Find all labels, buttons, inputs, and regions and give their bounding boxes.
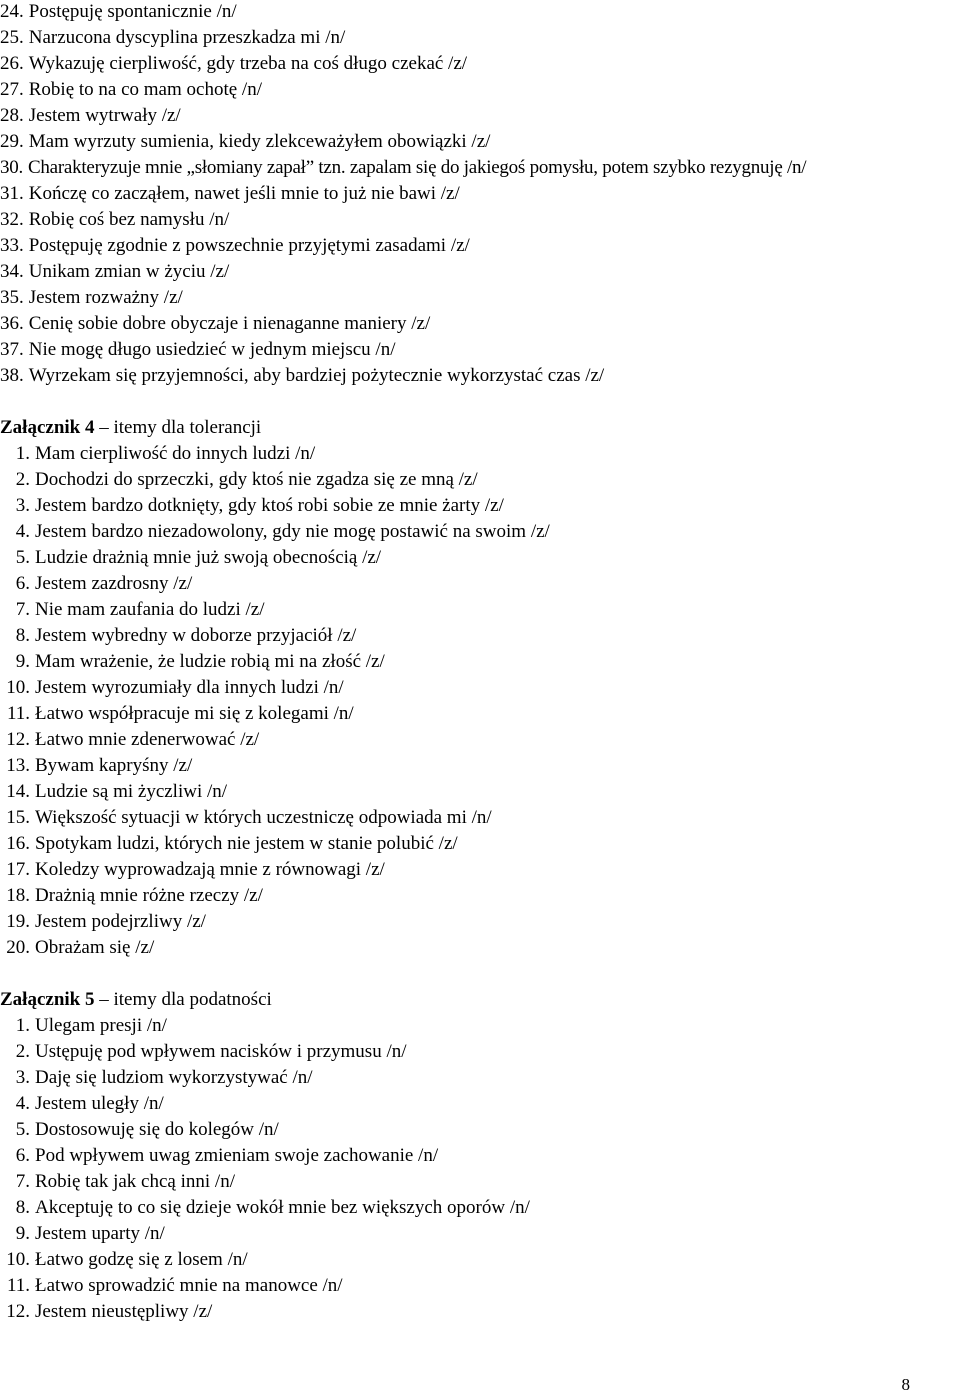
list-item <box>0 441 960 467</box>
list-item <box>0 467 960 493</box>
section-heading-tolerance <box>0 415 261 441</box>
item-number: 11. <box>6 703 30 724</box>
list-item <box>0 1117 960 1143</box>
item-text: Wykazuję cierpliwość, gdy trzeba na coś długo czekać /z/ <box>28 53 468 74</box>
item-number: 1. <box>15 443 30 464</box>
item-number: 2. <box>15 469 30 490</box>
item-number: 31. <box>0 183 24 204</box>
item-number: 14. <box>6 781 30 802</box>
item-text: Cenię sobie dobre obyczaje i nienaganne maniery /z/ <box>28 313 431 334</box>
list-item <box>0 77 960 103</box>
item-text: Akceptuję to co się dzieje wokół mnie bez większych oporów /n/ <box>35 1197 530 1218</box>
list-item <box>0 1143 960 1169</box>
item-text: Jestem uparty /n/ <box>35 1223 165 1244</box>
list-item <box>0 545 960 571</box>
list-item <box>0 1039 960 1065</box>
item-text: Jestem bardzo niezadowolony, gdy nie mogę postawić na swoim /z/ <box>35 521 550 542</box>
item-number: 1. <box>15 1015 30 1036</box>
item-text: Ustępuję pod wpływem nacisków i przymusu /n/ <box>35 1041 407 1062</box>
item-number: 19. <box>6 911 30 932</box>
list-item <box>0 701 960 727</box>
section-heading-susceptibility <box>0 987 272 1013</box>
item-number: 9. <box>15 651 30 672</box>
item-number: 34. <box>0 261 24 282</box>
item-number: 18. <box>6 885 30 906</box>
list-item <box>0 129 960 155</box>
item-number: 28. <box>0 105 24 126</box>
item-text: Jestem podejrzliwy /z/ <box>35 911 206 932</box>
item-text: Jestem rozważny /z/ <box>28 287 183 308</box>
list-item <box>0 337 960 363</box>
list-item <box>0 1169 960 1195</box>
item-text: Jestem zazdrosny /z/ <box>35 573 193 594</box>
item-number: 30. <box>0 157 23 178</box>
item-text: Charakteryzuje mnie „słomiany zapał” tzn. zapalam się do jakiegoś pomysłu, potem szybko rezygnuję /n/ <box>28 157 807 178</box>
item-number: 6. <box>15 1145 30 1166</box>
list-item <box>0 207 960 233</box>
item-number: 24. <box>0 1 24 22</box>
item-number: 33. <box>0 235 24 256</box>
item-number: 35. <box>0 287 24 308</box>
item-number: 20. <box>6 937 30 958</box>
page-number: 8 <box>901 1375 910 1394</box>
list-item <box>0 675 960 701</box>
item-number: 8. <box>15 625 30 646</box>
list-item <box>0 831 960 857</box>
item-text: Wyrzekam się przyjemności, aby bardziej pożytecznie wykorzystać czas /z/ <box>28 365 605 386</box>
list-item <box>0 857 960 883</box>
item-text: Pod wpływem uwag zmieniam swoje zachowanie /n/ <box>35 1145 439 1166</box>
item-number: 9. <box>15 1223 30 1244</box>
list-item <box>0 1247 960 1273</box>
item-number: 17. <box>6 859 30 880</box>
list-item <box>0 155 960 181</box>
list-item <box>0 311 960 337</box>
item-text: Jestem wybredny w doborze przyjaciół /z/ <box>35 625 357 646</box>
item-text: Jestem bardzo dotknięty, gdy ktoś robi sobie ze mnie żarty /z/ <box>35 495 504 516</box>
list-item <box>0 363 960 389</box>
list-item <box>0 935 960 961</box>
section-heading-bold: Załącznik 5 <box>0 989 95 1010</box>
item-number: 29. <box>0 131 24 152</box>
list-item <box>0 1065 960 1091</box>
list-item <box>0 909 960 935</box>
list-item <box>0 1221 960 1247</box>
item-text: Jestem wytrwały /z/ <box>28 105 181 126</box>
item-text: Robię to na co mam ochotę /n/ <box>28 79 262 100</box>
item-text: Daję się ludziom wykorzystywać /n/ <box>35 1067 313 1088</box>
list-item <box>0 1195 960 1221</box>
item-text: Narzucona dyscyplina przeszkadza mi /n/ <box>28 27 346 48</box>
item-number: 38. <box>0 365 24 386</box>
item-number: 25. <box>0 27 24 48</box>
item-text: Mam cierpliwość do innych ludzi /n/ <box>35 443 316 464</box>
item-number: 37. <box>0 339 24 360</box>
item-text: Obrażam się /z/ <box>35 937 155 958</box>
item-text: Spotykam ludzi, których nie jestem w stanie polubić /z/ <box>35 833 458 854</box>
item-text: Łatwo sprowadzić mnie na manowce /n/ <box>35 1275 343 1296</box>
item-number: 13. <box>6 755 30 776</box>
item-number: 4. <box>15 521 30 542</box>
item-number: 2. <box>15 1041 30 1062</box>
item-text: Łatwo mnie zdenerwować /z/ <box>35 729 260 750</box>
item-text: Koledzy wyprowadzają mnie z równowagi /z/ <box>35 859 385 880</box>
item-text: Drażnią mnie różne rzeczy /z/ <box>35 885 263 906</box>
item-text: Jestem nieustępliwy /z/ <box>35 1301 213 1322</box>
item-number: 5. <box>15 547 30 568</box>
list-item <box>0 571 960 597</box>
item-number: 16. <box>6 833 30 854</box>
section-heading-rest: – itemy dla podatności <box>94 989 272 1010</box>
item-text: Postępuję spontanicznie /n/ <box>28 1 237 22</box>
section-heading-rest: – itemy dla tolerancji <box>94 417 262 438</box>
item-number: 12. <box>6 1301 30 1322</box>
tolerance-item-list <box>0 441 960 961</box>
list-item <box>0 1273 960 1299</box>
item-text: Łatwo współpracuje mi się z kolegami /n/ <box>35 703 354 724</box>
item-number: 10. <box>6 677 30 698</box>
item-number: 11. <box>6 1275 30 1296</box>
item-number: 7. <box>15 599 30 620</box>
continued-item-list <box>0 0 960 389</box>
item-text: Ulegam presji /n/ <box>35 1015 167 1036</box>
item-text: Nie mogę długo usiedzieć w jednym miejscu /n/ <box>28 339 396 360</box>
section-heading-bold: Załącznik 4 <box>0 417 95 438</box>
list-item <box>0 1299 960 1325</box>
item-text: Mam wyrzuty sumienia, kiedy zlekceważyłem obowiązki /z/ <box>28 131 491 152</box>
list-item <box>0 181 960 207</box>
item-number: 27. <box>0 79 24 100</box>
list-item <box>0 1091 960 1117</box>
item-number: 4. <box>15 1093 30 1114</box>
item-number: 8. <box>15 1197 30 1218</box>
list-item <box>0 1013 960 1039</box>
item-text: Unikam zmian w życiu /z/ <box>28 261 230 282</box>
list-item <box>0 805 960 831</box>
item-number: 3. <box>15 495 30 516</box>
list-item <box>0 519 960 545</box>
item-number: 5. <box>15 1119 30 1140</box>
item-number: 15. <box>6 807 30 828</box>
item-text: Bywam kapryśny /z/ <box>35 755 193 776</box>
item-text: Kończę co zacząłem, nawet jeśli mnie to już nie bawi /z/ <box>28 183 460 204</box>
list-item <box>0 753 960 779</box>
item-number: 26. <box>0 53 24 74</box>
item-number: 6. <box>15 573 30 594</box>
item-text: Większość sytuacji w których uczestniczę odpowiada mi /n/ <box>35 807 492 828</box>
susceptibility-item-list <box>0 1013 960 1325</box>
item-text: Dostosowuję się do kolegów /n/ <box>35 1119 279 1140</box>
item-text: Ludzie drażnią mnie już swoją obecnością /z/ <box>35 547 382 568</box>
item-text: Ludzie są mi życzliwi /n/ <box>35 781 228 802</box>
item-text: Mam wrażenie, że ludzie robią mi na złość /z/ <box>35 651 385 672</box>
item-text: Dochodzi do sprzeczki, gdy ktoś nie zgadza się ze mną /z/ <box>35 469 478 490</box>
item-number: 32. <box>0 209 24 230</box>
item-number: 36. <box>0 313 24 334</box>
item-text: Jestem uległy /n/ <box>35 1093 164 1114</box>
list-item <box>0 25 960 51</box>
list-item <box>0 779 960 805</box>
item-number: 7. <box>15 1171 30 1192</box>
item-text: Jestem wyrozumiały dla innych ludzi /n/ <box>35 677 344 698</box>
item-text: Nie mam zaufania do ludzi /z/ <box>35 599 265 620</box>
list-item <box>0 727 960 753</box>
item-text: Robię tak jak chcą inni /n/ <box>35 1171 235 1192</box>
list-item <box>0 649 960 675</box>
list-item <box>0 285 960 311</box>
list-item <box>0 597 960 623</box>
item-number: 3. <box>15 1067 30 1088</box>
list-item <box>0 493 960 519</box>
list-item <box>0 0 960 25</box>
item-number: 10. <box>6 1249 30 1270</box>
item-text: Łatwo godzę się z losem /n/ <box>35 1249 248 1270</box>
list-item <box>0 259 960 285</box>
list-item <box>0 883 960 909</box>
list-item <box>0 51 960 77</box>
item-number: 12. <box>6 729 30 750</box>
list-item <box>0 103 960 129</box>
item-text: Robię coś bez namysłu /n/ <box>28 209 230 230</box>
list-item <box>0 233 960 259</box>
list-item <box>0 623 960 649</box>
item-text: Postępuję zgodnie z powszechnie przyjętymi zasadami /z/ <box>28 235 470 256</box>
